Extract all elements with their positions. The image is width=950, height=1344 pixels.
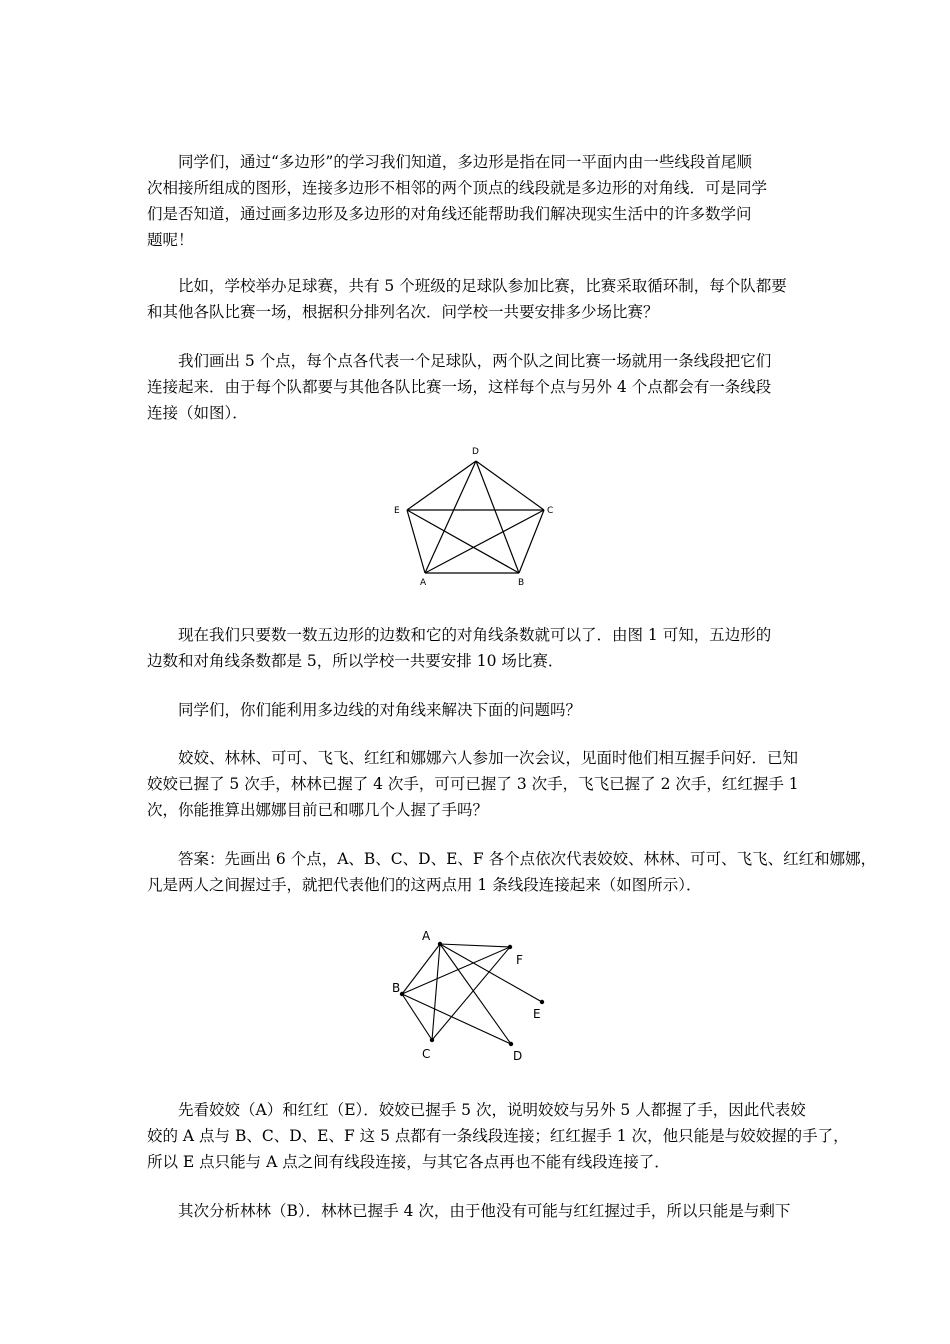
pentagon-diagonal — [425, 461, 476, 573]
text-line: 边数和对角线条数都是 5，所以学校一共要安排 10 场比赛． — [147, 652, 564, 670]
text-line: 凡是两人之间握过手，就把代表他们的这两点用 1 条线段连接起来（如图所示）． — [147, 876, 702, 894]
paragraph-intro — [147, 149, 809, 253]
handshake-label-e: E — [533, 1007, 541, 1021]
pentagon-diagonal — [407, 510, 519, 573]
handshake-point-b — [400, 992, 404, 996]
handshake-figure — [385, 922, 555, 1068]
text-line: 答案：先画出 6 个点，A、B、C、D、E、F 各个点依次代表姣姣、林林、可可、飞飞、红红和娜娜， — [178, 850, 877, 868]
handshake-label-c: C — [422, 1047, 431, 1061]
handshake-point-e — [540, 1000, 544, 1004]
pentagon-label-d: D — [472, 447, 479, 457]
paragraph-football-problem — [147, 273, 809, 325]
pentagon-label-e: E — [394, 506, 400, 516]
handshake-edge — [402, 947, 510, 994]
handshake-label-a: A — [422, 929, 431, 943]
handshake-edge — [440, 944, 510, 947]
text-line: 其次分析林林（B）．林林已握手 4 次，由于他没有可能与红红握过手，所以只能是与剩下 — [178, 1202, 791, 1220]
pentagon-side — [476, 461, 544, 510]
pentagon-diagonal — [425, 510, 544, 573]
pentagon-diagonal — [476, 461, 519, 573]
pentagon-label-c: C — [547, 506, 554, 516]
pentagon-side — [407, 461, 476, 510]
text-line: 比如，学校举办足球赛，共有 5 个班级的足球队参加比赛，比赛采取循环制，每个队都要 — [178, 277, 787, 295]
handshake-point-c — [430, 1038, 434, 1042]
handshake-label-d: D — [513, 1049, 523, 1063]
text-line: 连接起来．由于每个队都要与其他各队比赛一场，这样每个点与另外 4 个点都会有一条线段 — [147, 378, 772, 396]
handshake-label-f: F — [516, 953, 523, 967]
text-line: 次相接所组成的图形，连接多边形不相邻的两个顶点的线段就是多边形的对角线．可是同学 — [147, 179, 768, 197]
text-line: 同学们，通过“多边形”的学习我们知道，多边形是指在同一平面内由一些线段首尾顺 — [178, 153, 752, 171]
text-line: 现在我们只要数一数五边形的边数和它的对角线条数就可以了．由图 1 可知，五边形的 — [178, 626, 772, 644]
pentagon-side — [519, 510, 544, 573]
paragraph-handshake-step-1 — [147, 1097, 849, 1175]
pentagon-side — [407, 510, 425, 573]
pentagon-label-a: A — [420, 578, 427, 588]
handshake-edge — [402, 944, 440, 994]
paragraph-question-prompt — [147, 697, 809, 723]
text-line: 先看姣姣（A）和红红（E）．姣姣已握手 5 次，说明姣姣与另外 5 人都握了手，因此代表姣 — [178, 1101, 806, 1119]
handshake-edge — [432, 944, 440, 1040]
paragraph-handshake-problem — [147, 745, 809, 823]
text-line: 我们画出 5 个点，每个点各代表一个足球队，两个队之间比赛一场就用一条线段把它们 — [178, 352, 772, 370]
handshake-label-b: B — [392, 981, 401, 995]
pentagon-figure — [380, 440, 570, 590]
text-line: 连接（如图）． — [147, 404, 248, 422]
text-line: 题呢！ — [147, 231, 194, 249]
paragraph-handshake-step-2 — [147, 1198, 809, 1224]
text-line: 和其他各队比赛一场，根据积分排列名次．问学校一共要安排多少场比赛？ — [147, 303, 659, 321]
pentagon-label-b: B — [518, 578, 525, 588]
handshake-point-d — [509, 1042, 513, 1046]
text-line: 姣姣已握了 5 次手，林林已握了 4 次手，可可已握了 3 次手，飞飞已握了 2 次手，红红握手 1 — [147, 775, 799, 793]
handshake-point-f — [508, 945, 512, 949]
handshake-point-a — [438, 942, 442, 946]
text-line: 们是否知道，通过画多边形及多边形的对角线还能帮助我们解决现实生活中的许多数学问 — [147, 205, 752, 223]
text-line: 同学们，你们能利用多边线的对角线来解决下面的问题吗？ — [178, 701, 582, 719]
paragraph-handshake-answer-intro — [147, 846, 877, 898]
text-line: 姣姣、林林、可可、飞飞、红红和娜娜六人参加一次会议，见面时他们相互握手问好．已知 — [178, 749, 799, 767]
text-line: 所以 E 点只能与 A 点之间有线段连接，与其它各点再也不能有线段连接了． — [147, 1153, 670, 1171]
paragraph-football-answer — [147, 622, 809, 674]
handshake-edge — [440, 944, 542, 1002]
paragraph-football-method — [147, 348, 809, 426]
text-line: 姣的 A 点与 B、C、D、E、F 这 5 点都有一条线段连接；红红握手 1 次，他只能是与姣姣握的手了， — [147, 1127, 849, 1145]
text-line: 次，你能推算出娜娜目前已和哪几个人握了手吗？ — [147, 801, 489, 819]
